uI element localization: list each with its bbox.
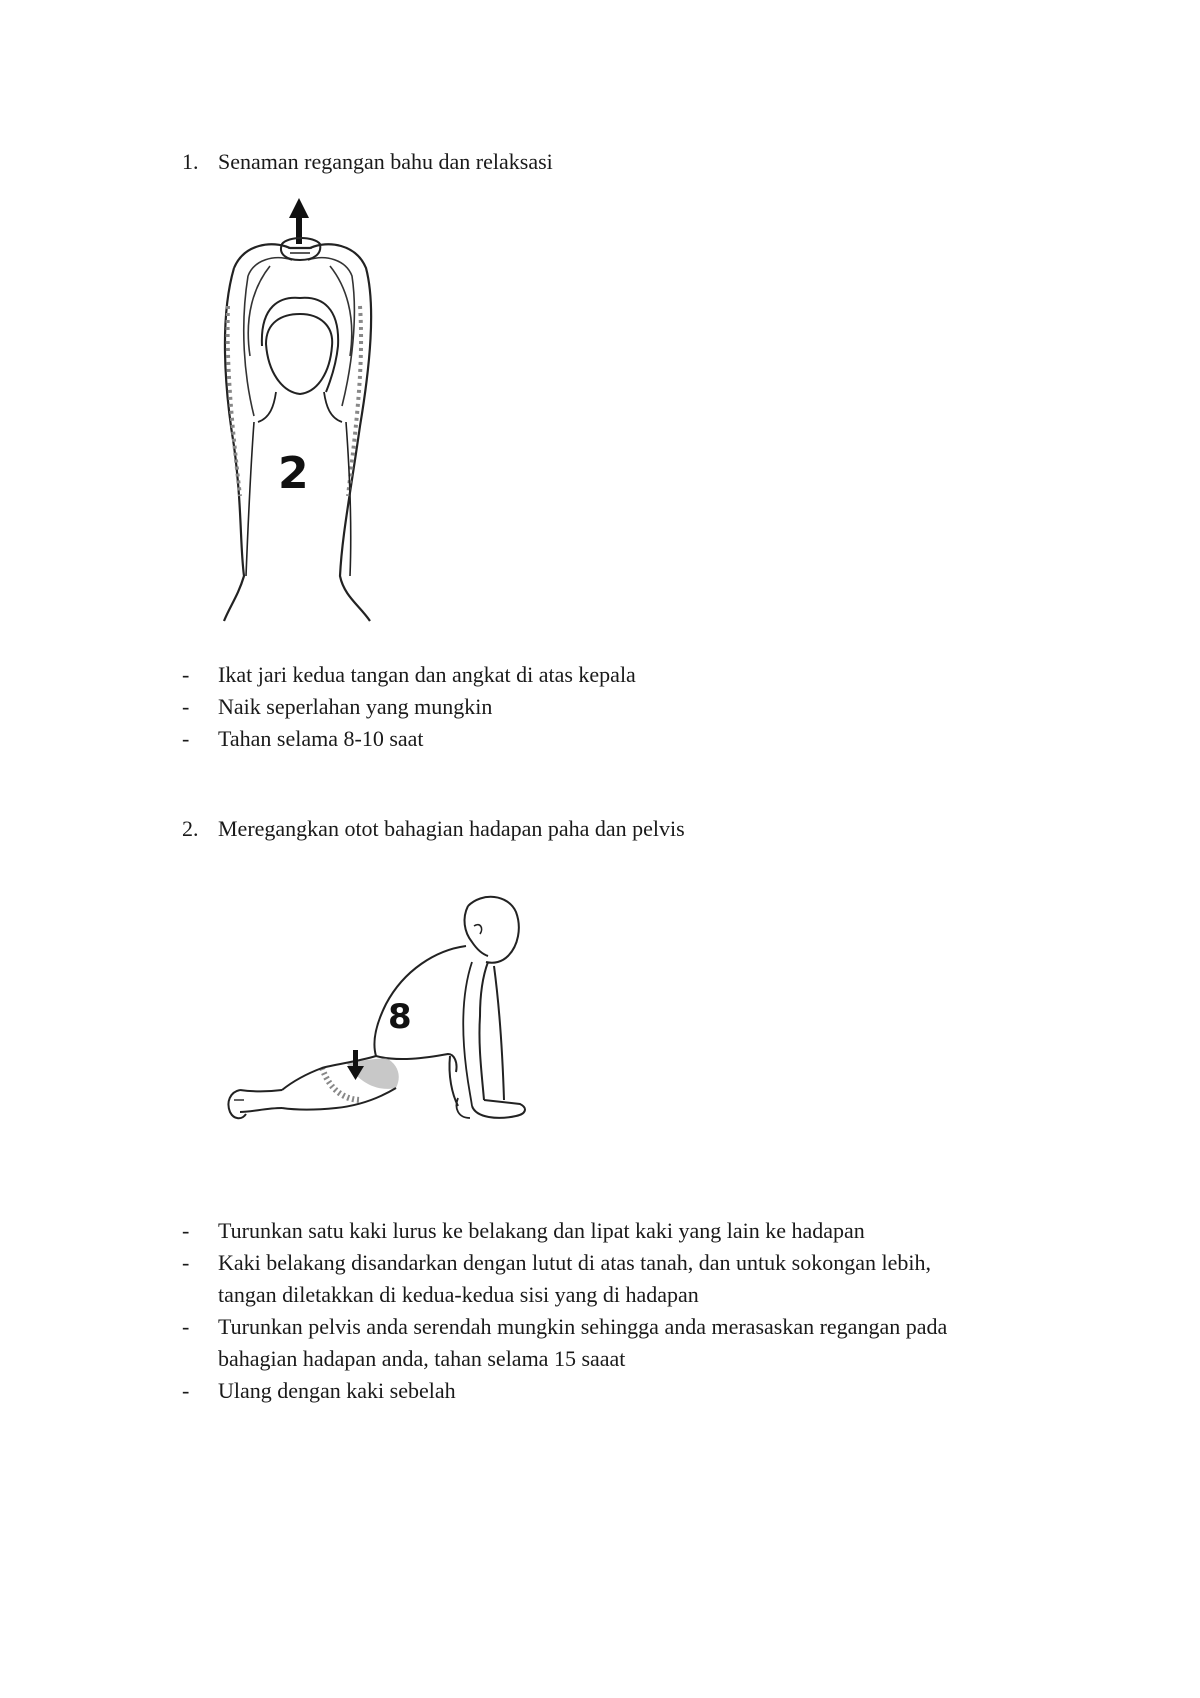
bullet-dash: -	[182, 662, 190, 687]
bullet-text: Turunkan pelvis anda serendah mungkin sehingga anda merasaskan regangan pada	[218, 1314, 948, 1339]
shoulder-stretch-figure	[210, 196, 400, 626]
section-1-number: 1.	[182, 149, 199, 174]
section-1-title: Senaman regangan bahu dan relaksasi	[218, 149, 553, 174]
hip-stretch-illustration	[226, 886, 556, 1136]
bullet-text: Ulang dengan kaki sebelah	[218, 1378, 456, 1403]
shoulder-stretch-illustration	[210, 196, 400, 626]
bullet-text-continued: bahagian hadapan anda, tahan selama 15 saaat	[218, 1346, 626, 1371]
bullet-dash: -	[182, 1218, 190, 1243]
bullet-text: Naik seperlahan yang mungkin	[218, 694, 493, 719]
bullet-text-continued: tangan diletakkan di kedua-kedua sisi yang di hadapan	[218, 1282, 699, 1307]
bullet-dash: -	[182, 1314, 190, 1339]
bullet-dash: -	[182, 1250, 190, 1275]
bullet-text: Kaki belakang disandarkan dengan lutut di atas tanah, dan untuk sokongan lebih,	[218, 1250, 931, 1275]
section-2-title: Meregangkan otot bahagian hadapan paha dan pelvis	[218, 816, 685, 841]
section-2-number: 2.	[182, 816, 199, 841]
bullet-text: Turunkan satu kaki lurus ke belakang dan lipat kaki yang lain ke hadapan	[218, 1218, 865, 1243]
bullet-dash: -	[182, 694, 190, 719]
figure-1-label: 2	[278, 448, 309, 499]
figure-2-label: 8	[388, 997, 412, 1037]
bullet-text: Tahan selama 8-10 saat	[218, 726, 424, 751]
bullet-dash: -	[182, 726, 190, 751]
bullet-text: Ikat jari kedua tangan dan angkat di atas kepala	[218, 662, 636, 687]
bullet-dash: -	[182, 1378, 190, 1403]
hip-stretch-figure	[226, 886, 556, 1136]
